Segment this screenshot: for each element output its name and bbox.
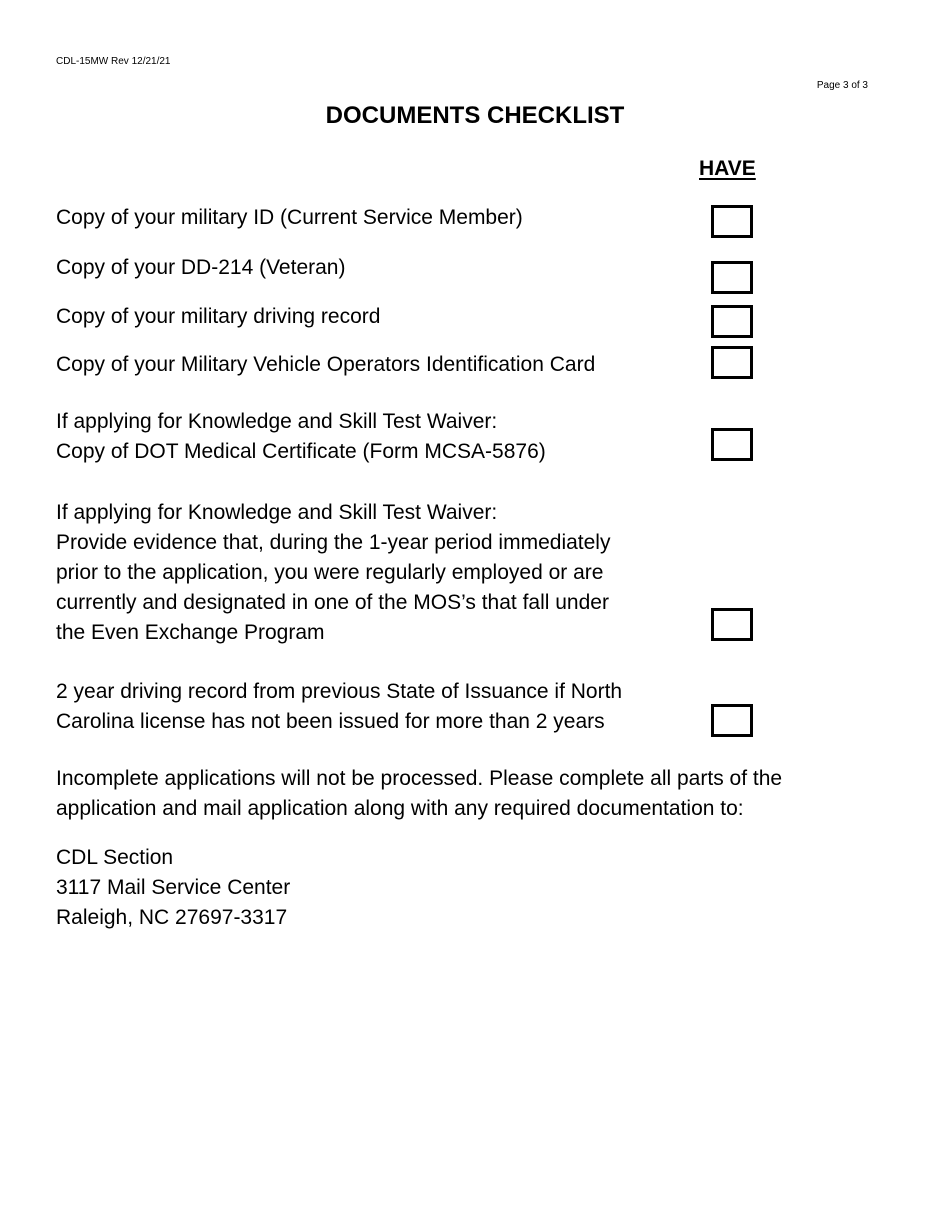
checklist-item-military-id [56,203,696,233]
item-text-line: Carolina license has not been issued for more than 2 years [56,710,605,733]
note-line: Incomplete applications will not be processed. Please complete all parts of the [56,767,783,790]
checkbox-employment-evidence[interactable] [711,608,753,641]
processing-note [56,764,916,824]
checkbox-dd214[interactable] [711,261,753,294]
mailing-address [56,843,290,933]
item-text-line: Copy of DOT Medical Certificate (Form MCSA-5876) [56,440,546,463]
page-title: DOCUMENTS CHECKLIST [325,102,625,129]
address-line: CDL Section [56,846,174,869]
address-line: 3117 Mail Service Center [56,876,291,899]
item-text-line: Copy of your DD-214 (Veteran) [56,256,346,279]
checklist-item-medical-certificate [56,407,696,467]
checkbox-prior-state-record[interactable] [711,704,753,737]
checkbox-military-id[interactable] [711,205,753,238]
item-text-line: Copy of your Military Vehicle Operators Identification Card [56,353,596,376]
note-line: application and mail application along with any required documentation to: [56,797,744,820]
item-text-line: Copy of your military ID (Current Service Member) [56,206,523,229]
checklist-item-employment-evidence [56,498,696,648]
checkbox-driving-record[interactable] [711,305,753,338]
item-text-line: Copy of your military driving record [56,305,381,328]
checkbox-operator-card[interactable] [711,346,753,379]
item-text-line: If applying for Knowledge and Skill Test Waiver: [56,501,498,524]
checklist-item-prior-state-record [56,677,696,737]
checklist-item-driving-record [56,302,696,332]
item-text-line: 2 year driving record from previous State of Issuance if North [56,680,623,703]
page-number: Page 3 of 3 [816,80,868,91]
checklist-item-dd214 [56,253,696,283]
checkbox-medical-certificate[interactable] [711,428,753,461]
item-text-line: If applying for Knowledge and Skill Test Waiver: [56,410,498,433]
checklist-item-operator-card [56,350,696,380]
form-code: CDL-15MW Rev 12/21/21 [56,56,171,67]
address-line: Raleigh, NC 27697-3317 [56,906,288,929]
item-text-line: Provide evidence that, during the 1-year period immediately [56,531,611,554]
item-text-line: currently and designated in one of the MOS’s that fall under [56,591,609,614]
item-text-line: the Even Exchange Program [56,621,325,644]
have-column-header: HAVE [699,157,756,180]
item-text-line: prior to the application, you were regularly employed or are [56,561,604,584]
